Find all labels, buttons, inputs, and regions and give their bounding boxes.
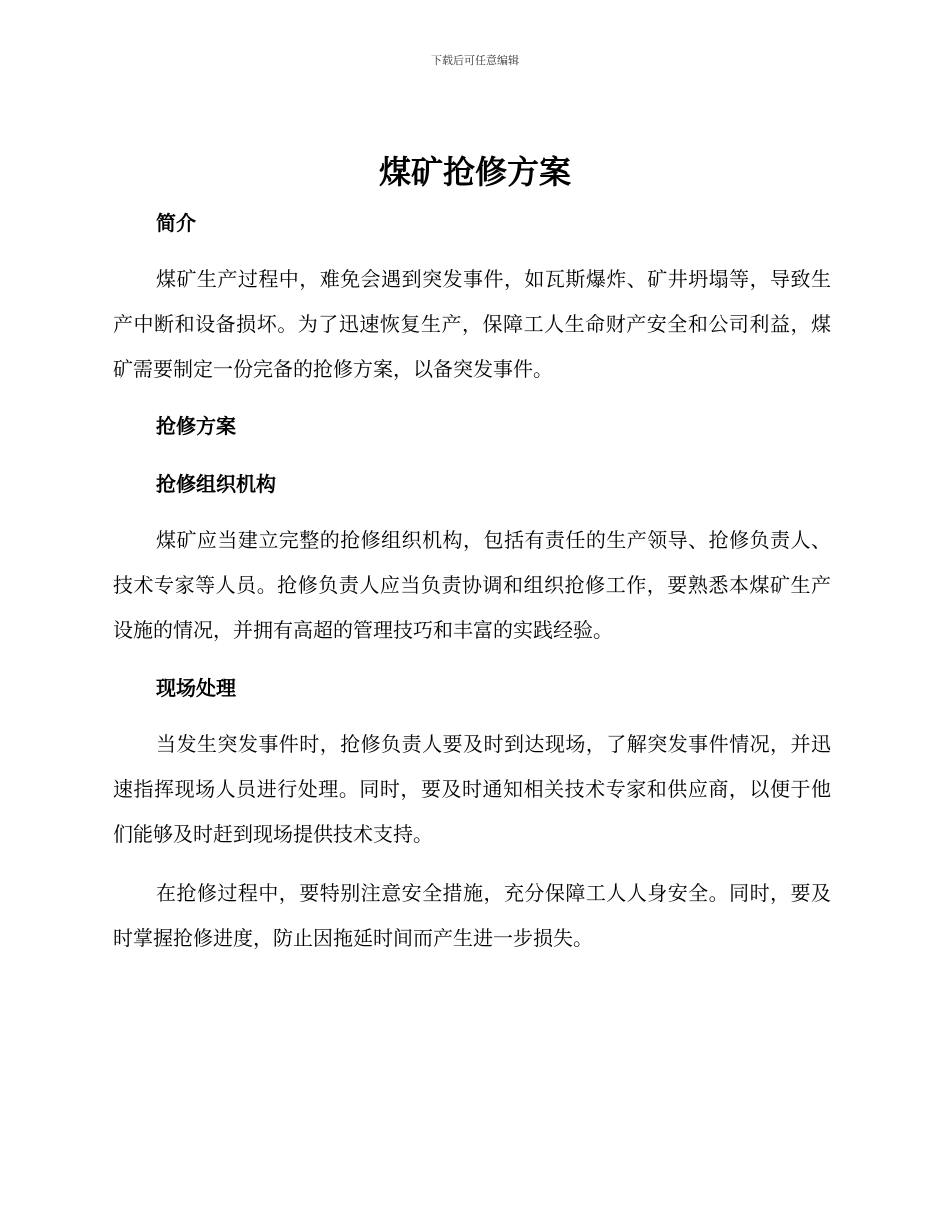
section-heading-repair-organization: 抢修组织机构 bbox=[156, 472, 276, 496]
section-heading-repair-plan: 抢修方案 bbox=[156, 414, 236, 438]
onsite-paragraph-1: 当发生突发事件时，抢修负责人要及时到达现场，了解突发事件情况，并迅速指挥现场人员进行处理。同时，要及时通知相关技术专家和供应商，以便于他们能够及时赶到现场提供技术支持。 bbox=[113, 732, 831, 846]
onsite-paragraph-2: 在抢修过程中，要特别注意安全措施，充分保障工人人身安全。同时，要及时掌握抢修进度，防止因拖延时间而产生进一步损失。 bbox=[113, 881, 831, 950]
page-header-note: 下载后可任意编辑 bbox=[431, 54, 519, 67]
intro-paragraph: 煤矿生产过程中，难免会遇到突发事件，如瓦斯爆炸、矿井坍塌等，导致生产中断和设备损坏。为了迅速恢复生产，保障工人生命财产安全和公司利益，煤矿需要制定一份完备的抢修方案，以备突发事件。 bbox=[113, 267, 831, 381]
section-heading-intro: 简介 bbox=[156, 211, 196, 235]
document-title: 煤矿抢修方案 bbox=[378, 153, 571, 191]
section-heading-onsite-handling: 现场处理 bbox=[156, 676, 236, 700]
organization-paragraph: 煤矿应当建立完整的抢修组织机构，包括有责任的生产领导、抢修负责人、技术专家等人员。抢修负责人应当负责协调和组织抢修工作，要熟悉本煤矿生产设施的情况，并拥有高超的管理技巧和丰富的实践经验。 bbox=[113, 528, 831, 642]
